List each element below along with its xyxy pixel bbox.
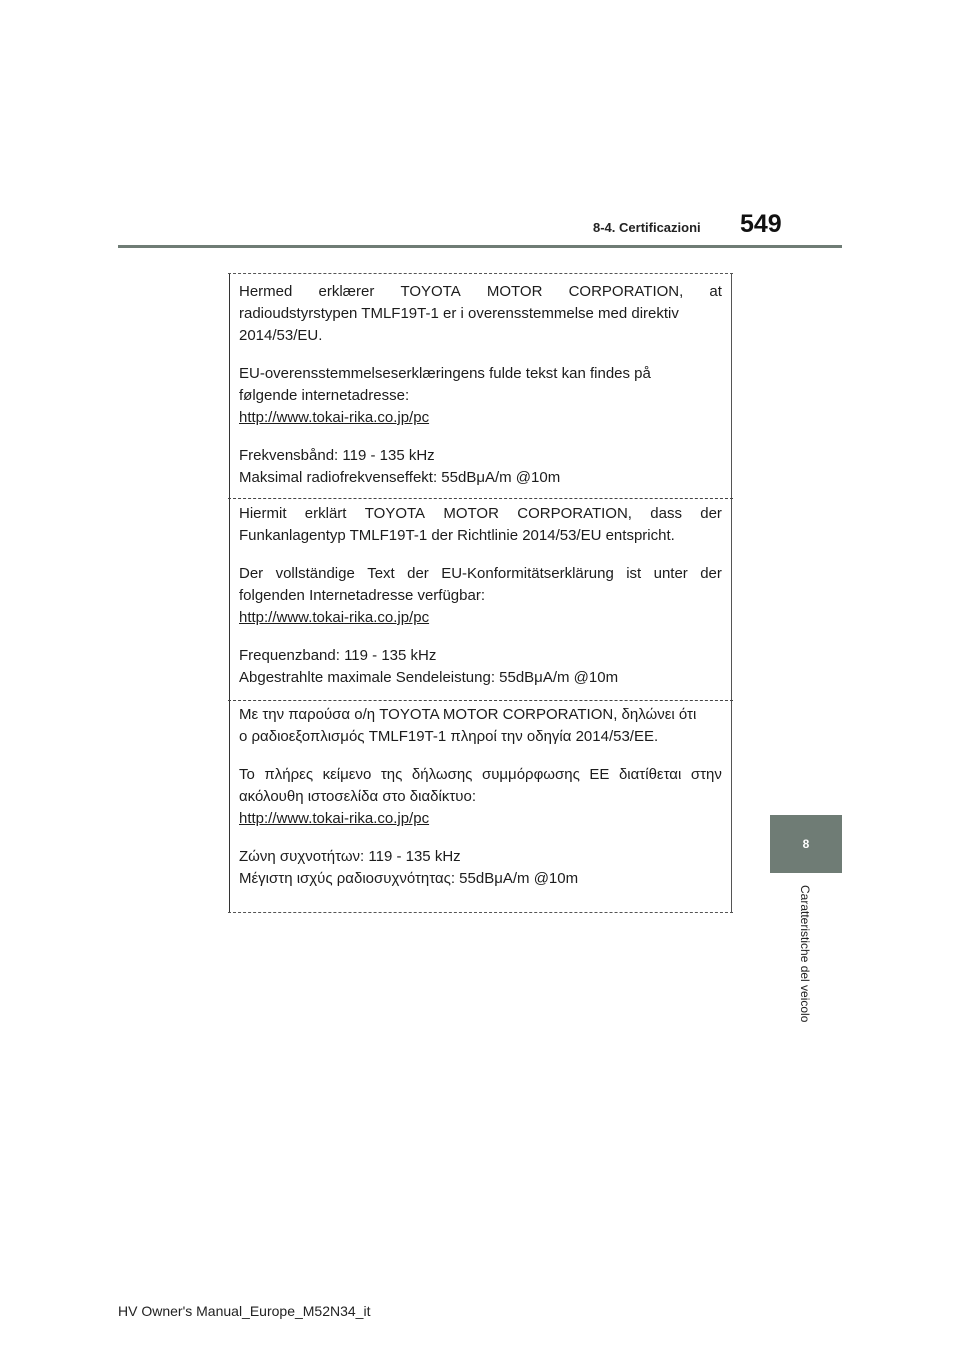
declaration-line: Hermed erklærer TOYOTA MOTOR CORPORATION, at xyxy=(239,283,722,300)
text-line: folgenden Internetadresse verfügbar: xyxy=(239,587,485,604)
danish-declaration xyxy=(230,281,731,499)
chapter-title: Caratteristiche del veicolo xyxy=(798,885,812,1023)
text-line: Der vollständige Text der EU-Konformitätserklärung ist unter der xyxy=(239,565,722,582)
url-link[interactable]: http://www.tokai-rika.co.jp/pc xyxy=(239,609,430,626)
text-line: EU-overensstemmelseserklæringens fulde tekst kan findes på xyxy=(239,365,651,382)
german-declaration xyxy=(230,503,731,693)
text-line: ακόλουθη ιστοσελίδα στο διαδίκτυο: xyxy=(239,788,476,805)
url-link[interactable]: http://www.tokai-rika.co.jp/pc xyxy=(239,810,430,827)
url-link[interactable]: http://www.tokai-rika.co.jp/pc xyxy=(239,409,430,426)
declaration-line: ο ραδιοεξοπλισμός TMLF19T-1 πληροί την οδηγία 2014/53/ΕΕ. xyxy=(239,728,659,745)
declaration-line: 2014/53/EU. xyxy=(239,327,323,344)
frequency-band: Ζώνη συχνοτήτων: 119 - 135 kHz xyxy=(239,848,461,865)
section-divider xyxy=(228,498,733,499)
max-power: Abgestrahlte maximale Sendeleistung: 55dBμA/m @10m xyxy=(239,669,619,686)
declaration-line: Με την παρούσα ο/η TOYOTA MOTOR CORPORATION, δηλώνει ότι xyxy=(239,706,697,723)
max-power: Μέγιστη ισχύς ραδιοσυχνότητας: 55dBμA/m @10m xyxy=(239,870,579,887)
declaration-line: radioudstyrstypen TMLF19T-1 er i overensstemmelse med direktiv xyxy=(239,305,679,322)
page-number: 549 xyxy=(740,210,782,238)
chapter-number-tab[interactable] xyxy=(770,815,842,873)
declaration-line: Funkanlagentyp TMLF19T-1 der Richtlinie 2014/53/EU entspricht. xyxy=(239,527,675,544)
text-line: følgende internetadresse: xyxy=(239,387,410,404)
certification-box xyxy=(229,273,732,913)
section-title: 8-4. Certificazioni xyxy=(593,220,701,235)
chapter-number: 8 xyxy=(802,837,810,851)
frequency-band: Frequenzband: 119 - 135 kHz xyxy=(239,647,437,664)
header-divider xyxy=(118,245,842,248)
manual-footer: HV Owner's Manual_Europe_M52N34_it xyxy=(118,1303,371,1319)
greek-declaration xyxy=(230,704,731,904)
max-power: Maksimal radiofrekvenseffekt: 55dBμA/m @10m xyxy=(239,469,561,486)
text-line: Το πλήρες κείμενο της δήλωσης συμμόρφωσης ΕΕ διατίθεται στην xyxy=(239,766,722,783)
section-divider xyxy=(228,700,733,701)
declaration-line: Hiermit erklärt TOYOTA MOTOR CORPORATION, dass der xyxy=(239,505,722,522)
frequency-band: Frekvensbånd: 119 - 135 kHz xyxy=(239,447,435,464)
